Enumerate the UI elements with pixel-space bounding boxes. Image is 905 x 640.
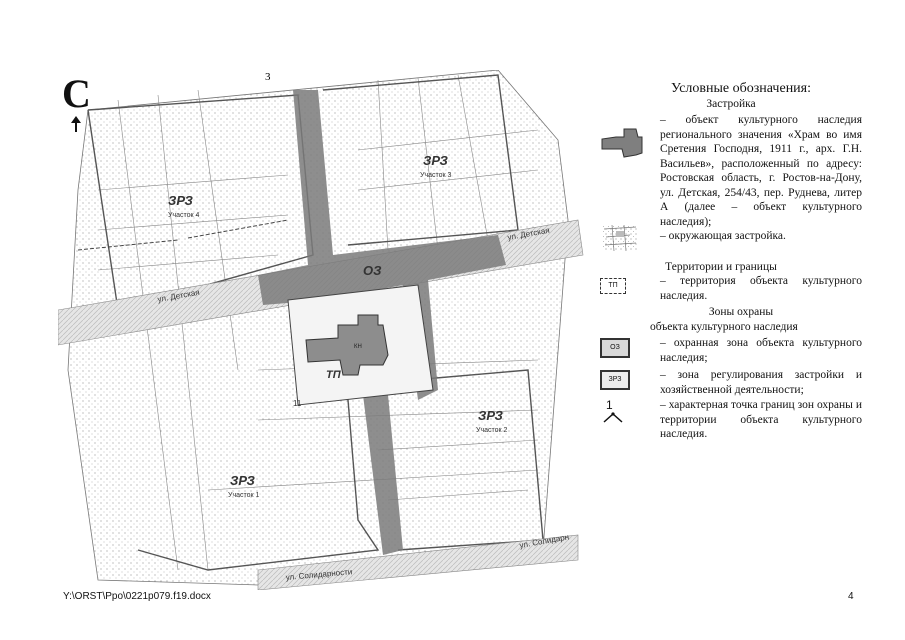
zrz-label-2: ЗРЗ xyxy=(478,408,503,423)
tp-symbol: ТП xyxy=(600,278,626,294)
legend-row-heritage xyxy=(600,113,862,229)
legend-surrounding-text: – окружающая застройка. xyxy=(660,230,786,242)
legend-tp-text: – территория объекта культурного наследия. xyxy=(660,275,862,302)
street-solidarnosti-right: ул. Солидарн xyxy=(518,532,570,550)
legend-section-building: Застройка xyxy=(706,97,756,110)
legend-heritage-text: – объект культурного наследия регионального значения «Храм во имя Сретения Господня, 1911 г., арх. Г.Н. Васильев», расположенный по адресу: Ростовская область, г. Ростов-на-Дону, ул. Детская, 254/43, пер. Руднева, литер А (далее – объект культурного наследия); xyxy=(660,114,862,228)
legend-oz-text: – охранная зона объекта культурного наследия; xyxy=(660,337,862,364)
plot-2-label: Участок 2 xyxy=(476,427,508,434)
legend-row-surrounding xyxy=(600,229,862,244)
legend-row-oz xyxy=(600,336,862,365)
zrz-symbol: ЗРЗ xyxy=(600,370,630,390)
legend-zrz-text: – зона регулирования застройки и хозяйственной деятельности; xyxy=(660,369,862,396)
heritage-building-icon xyxy=(600,127,646,159)
legend-row-tp xyxy=(600,274,862,303)
street-detskaya-right: ул. Детская xyxy=(506,225,551,242)
street-solidarnosti-bottom: ул. Солидарности xyxy=(285,567,353,582)
legend-section-zones-2: объекта культурного наследия xyxy=(650,320,798,333)
point-symbol-number: 1 xyxy=(606,398,613,412)
street-detskaya-left: ул. Детская xyxy=(156,287,201,304)
zrz-label-3: ЗРЗ xyxy=(423,153,448,168)
top-point-label: 3 xyxy=(265,71,271,83)
zrz-label-4: ЗРЗ xyxy=(168,193,193,208)
legend-section-zones-1: Зоны охраны xyxy=(708,306,774,318)
cadastral-map xyxy=(58,70,588,590)
oz-symbol: ОЗ xyxy=(600,338,630,358)
oz-label: ОЗ xyxy=(363,263,382,278)
north-arrow-icon xyxy=(71,116,81,132)
plot-3-label: Участок 3 xyxy=(420,172,452,179)
zrz-label-1: ЗРЗ xyxy=(230,473,255,488)
tp-label: ТП xyxy=(326,369,341,381)
footer-file-path: Y:\ORST\Ppo\0221p079.f19.docx xyxy=(63,591,211,602)
legend-title: Условные обозначения: xyxy=(670,81,812,96)
legend-section-territories: Территории и границы xyxy=(665,260,777,273)
point-label-11: 11 xyxy=(293,399,302,408)
plot-4-label: Участок 4 xyxy=(168,212,200,219)
page-number: 4 xyxy=(848,591,854,602)
legend-row-zrz xyxy=(600,368,862,397)
kn-label: КН xyxy=(354,344,362,350)
north-letter: С xyxy=(62,71,91,116)
legend-row-point xyxy=(600,398,862,442)
legend xyxy=(600,82,862,442)
surrounding-building-icon xyxy=(600,223,640,253)
plot-1-label: Участок 1 xyxy=(228,492,260,499)
legend-point-text: – характерная точка границ зон охраны и территории объекта культурного наследия. xyxy=(660,399,862,440)
characteristic-point-icon xyxy=(600,400,626,426)
